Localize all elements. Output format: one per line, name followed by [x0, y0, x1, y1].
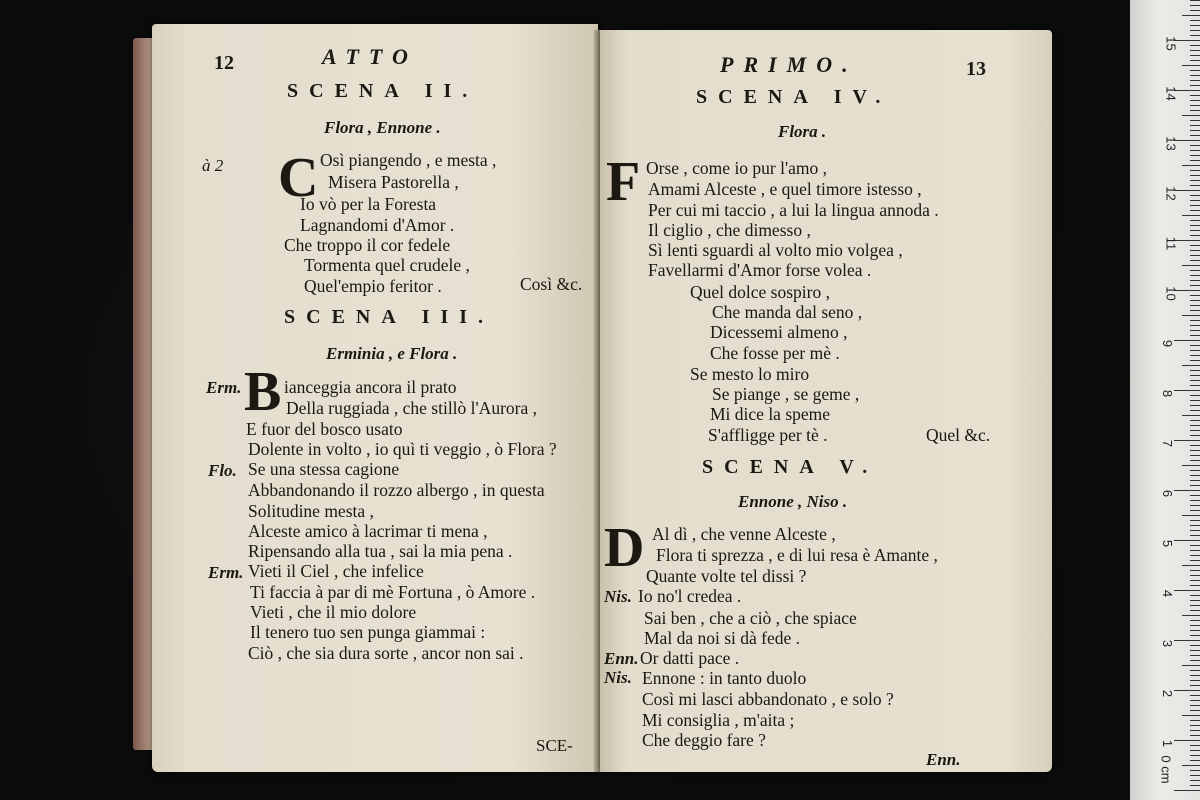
speaker: Erm. [206, 378, 242, 397]
ruler-tick [1190, 195, 1200, 196]
verse-line: Della ruggiada , che stillò l'Aurora , [286, 398, 537, 418]
ruler-tick [1190, 135, 1200, 136]
ruler-tick [1190, 670, 1200, 671]
ruler-tick [1190, 525, 1200, 526]
ruler-tick [1190, 485, 1200, 486]
ruler-tick [1174, 640, 1200, 641]
ruler-tick [1190, 630, 1200, 631]
ruler-tick [1190, 685, 1200, 686]
running-head: ATTO [322, 44, 418, 69]
verse-line: Sai ben , che a ciò , che spiace [644, 608, 857, 628]
verse-line: Alceste amico à lacrimar ti mena , [248, 521, 488, 541]
ruler-tick [1182, 415, 1200, 416]
ruler-tick [1190, 475, 1200, 476]
ruler-tick [1190, 220, 1200, 221]
ruler-tick [1190, 305, 1200, 306]
ruler-tick [1190, 510, 1200, 511]
ruler-tick [1190, 470, 1200, 471]
ruler-tick [1182, 365, 1200, 366]
ruler-tick [1190, 725, 1200, 726]
drop-cap: F [606, 151, 641, 213]
ruler-tick [1190, 230, 1200, 231]
ruler-tick [1190, 130, 1200, 131]
ruler-tick [1190, 550, 1200, 551]
verse-line: Mi consiglia , m'aita ; [642, 710, 795, 730]
ruler-tick [1190, 735, 1200, 736]
verse-line: Amami Alceste , e quel timore istesso , [648, 179, 922, 199]
ruler-tick [1190, 560, 1200, 561]
ruler-tick [1174, 440, 1200, 441]
ruler-tick [1190, 780, 1200, 781]
ruler-tick [1190, 10, 1200, 11]
ruler-tick [1190, 620, 1200, 621]
ruler-tick [1174, 740, 1200, 741]
ruler-number: 12 [1163, 186, 1179, 201]
ruler-tick [1190, 225, 1200, 226]
ruler-number: 10 [1163, 286, 1179, 301]
ruler-tick [1182, 715, 1200, 716]
ruler-tick [1182, 115, 1200, 116]
ruler-number: 13 [1163, 136, 1179, 151]
drop-cap: B [244, 361, 282, 423]
catchword: Enn. [926, 750, 961, 769]
ruler-tick [1190, 80, 1200, 81]
ruler-tick [1190, 320, 1200, 321]
verse-line: Il tenero tuo sen punga giammai : [250, 622, 486, 642]
verse-line: Al dì , che venne Alceste , [652, 524, 836, 544]
ruler-tick [1190, 205, 1200, 206]
drop-cap: C [278, 147, 319, 209]
verse-line: Se mesto lo miro [690, 364, 810, 384]
verse-line: Abbandonando il rozzo albergo , in questa [248, 480, 545, 500]
verse-line: Ti faccia à par di mè Fortuna , ò Amore . [250, 582, 536, 602]
ruler-tick [1190, 120, 1200, 121]
ruler-tick [1190, 750, 1200, 751]
ruler-tick [1190, 775, 1200, 776]
ruler-tick [1190, 730, 1200, 731]
verse-line: Orse , come io pur l'amo , [646, 158, 828, 178]
ruler-tick [1190, 425, 1200, 426]
ruler-tick [1182, 165, 1200, 166]
ruler-tick [1190, 60, 1200, 61]
ruler-number: 7 [1160, 439, 1176, 448]
ruler-tick [1182, 15, 1200, 16]
ruler-tick [1190, 260, 1200, 261]
verse-line: Quel'empio feritor . [304, 276, 442, 296]
ruler-number: 11 [1163, 236, 1179, 251]
ruler-tick [1190, 360, 1200, 361]
ruler-tick [1190, 170, 1200, 171]
page-number: 12 [214, 52, 234, 74]
verse-line: Se una stessa cagione [248, 459, 400, 479]
ruler-tick [1190, 400, 1200, 401]
ruler-number: 3 [1160, 639, 1176, 648]
verse-line: Ciò , che sia dura sorte , ancor non sai . [248, 643, 524, 663]
ruler-number: 9 [1160, 339, 1176, 348]
ruler-tick [1182, 665, 1200, 666]
ruler-tick [1190, 760, 1200, 761]
ruler-tick [1190, 200, 1200, 201]
ruler-tick [1190, 5, 1200, 6]
speaker: Nis. [604, 587, 632, 606]
ruler-tick [1190, 380, 1200, 381]
ruler-tick [1190, 575, 1200, 576]
verse-line: Osì piangendo , e mesta , [320, 150, 497, 170]
ruler-tick [1190, 455, 1200, 456]
speaker: Nis. [604, 668, 632, 687]
verse-line: Mi dice la speme [710, 404, 831, 424]
ruler-number: 5 [1160, 539, 1176, 548]
verse-line: Ennone : in tanto duolo [642, 668, 807, 688]
ruler-tick [1190, 330, 1200, 331]
ruler-number: 6 [1160, 489, 1176, 498]
ruler-tick [1190, 545, 1200, 546]
verse-line: Io vò per la Foresta [300, 194, 437, 214]
verse-line: Sì lenti sguardi al volto mio volgea , [648, 240, 903, 260]
speaker: Erm. [208, 563, 244, 582]
verse-line: Dicessemi almeno , [710, 322, 848, 342]
ruler-tick [1190, 245, 1200, 246]
scene-characters: Flora , Ennone . [324, 118, 441, 137]
ruler-tick [1190, 720, 1200, 721]
scene-characters: Erminia , e Flora . [326, 344, 458, 363]
ruler-tick [1190, 695, 1200, 696]
ruler-tick [1190, 275, 1200, 276]
ruler-tick [1190, 345, 1200, 346]
ruler-tick [1174, 590, 1200, 591]
ruler-tick [1182, 215, 1200, 216]
end-cue: Così &c. [520, 274, 583, 294]
verse-line: Che troppo il cor fedele [284, 235, 451, 255]
ruler-tick [1190, 430, 1200, 431]
verse-line: Mal da noi si dà fede . [644, 628, 800, 648]
ruler-tick [1190, 530, 1200, 531]
ruler-tick [1190, 45, 1200, 46]
scene-title: SCENA V. [702, 456, 879, 478]
verse-line: Quel dolce sospiro , [690, 282, 830, 302]
ruler-tick [1190, 250, 1200, 251]
verse-line: E fuor del bosco usato [246, 419, 403, 439]
ruler-tick [1182, 515, 1200, 516]
ruler-tick [1190, 155, 1200, 156]
ruler-tick [1190, 405, 1200, 406]
ruler-tick [1190, 660, 1200, 661]
ruler-tick [1190, 705, 1200, 706]
verse-line: Solitudine mesta , [248, 501, 374, 521]
ruler-tick [1190, 280, 1200, 281]
ruler-tick [1190, 610, 1200, 611]
ruler-tick [1190, 710, 1200, 711]
scene-characters: Ennone , Niso . [738, 492, 848, 511]
ruler-tick [1190, 335, 1200, 336]
drop-cap: D [604, 517, 645, 579]
ruler-number: 1 [1160, 739, 1176, 748]
ruler-tick [1190, 680, 1200, 681]
ruler-tick [1190, 645, 1200, 646]
verse-line: Lagnandomi d'Amor . [300, 215, 455, 235]
ruler-tick [1190, 625, 1200, 626]
ruler-tick [1190, 450, 1200, 451]
ruler-tick [1190, 595, 1200, 596]
ruler-tick [1190, 235, 1200, 236]
ruler-tick [1190, 105, 1200, 106]
ruler-tick [1190, 0, 1200, 1]
speaker: Flo. [208, 461, 237, 480]
ruler-tick [1190, 535, 1200, 536]
ruler-tick [1174, 490, 1200, 491]
verse-line: Vieti il Ciel , che infelice [248, 561, 424, 581]
verse-line: Io no'l credea . [638, 586, 742, 606]
left-page [152, 24, 598, 772]
ruler-tick [1190, 25, 1200, 26]
speaker: Enn. [604, 649, 639, 668]
ruler-number: 15 [1163, 36, 1179, 51]
running-head: PRIMO. [720, 52, 858, 77]
ruler-unit: 0 cm [1158, 755, 1174, 784]
ruler-number: 4 [1160, 589, 1176, 598]
verse-line: Così mi lasci abbandonato , e solo ? [642, 689, 894, 709]
ruler-tick [1190, 350, 1200, 351]
ruler-tick [1190, 50, 1200, 51]
ruler-tick [1190, 675, 1200, 676]
verse-line: Che deggio fare ? [642, 730, 766, 750]
verse-line: Tormenta quel crudele , [304, 255, 470, 275]
ruler-number: 2 [1160, 689, 1176, 698]
right-page [600, 30, 1052, 772]
ruler-tick [1190, 75, 1200, 76]
ruler-tick [1190, 635, 1200, 636]
ruler-tick [1190, 185, 1200, 186]
ruler-tick [1190, 435, 1200, 436]
ruler-number: 8 [1160, 389, 1176, 398]
ruler-tick [1190, 85, 1200, 86]
ruler-tick [1190, 600, 1200, 601]
ruler-tick [1190, 285, 1200, 286]
scene-title: SCENA IV. [696, 86, 892, 108]
ruler-tick [1190, 110, 1200, 111]
ruler-tick [1190, 125, 1200, 126]
ruler-tick [1190, 100, 1200, 101]
verse-line: Misera Pastorella , [328, 172, 459, 192]
scene-title: SCENA II. [287, 80, 479, 102]
ruler-tick [1182, 65, 1200, 66]
verse-line: Che manda dal seno , [712, 302, 863, 322]
ruler-tick [1190, 650, 1200, 651]
verse-line: Dolente in volto , io quì ti veggio , ò Flora ? [248, 439, 557, 459]
ruler-tick [1190, 55, 1200, 56]
ruler-tick [1190, 755, 1200, 756]
verse-line: S'affligge per tè . [708, 425, 828, 445]
ruler-tick [1190, 355, 1200, 356]
ruler-tick [1174, 790, 1200, 791]
ruler-tick [1190, 445, 1200, 446]
ruler-tick [1190, 700, 1200, 701]
ruler-tick [1190, 655, 1200, 656]
ruler-tick [1190, 375, 1200, 376]
ruler-tick [1182, 565, 1200, 566]
verse-line: Favellarmi d'Amor forse volea . [648, 260, 872, 280]
verse-line: Che fosse per mè . [710, 343, 840, 363]
ruler-tick [1190, 270, 1200, 271]
verse-line: Se piange , se geme , [712, 384, 860, 404]
scene-title: SCENA III. [284, 306, 495, 328]
ruler-tick [1190, 20, 1200, 21]
ruler-tick [1182, 315, 1200, 316]
ruler-tick [1190, 160, 1200, 161]
margin-note: à 2 [202, 156, 224, 175]
ruler-tick [1190, 145, 1200, 146]
ruler-tick [1174, 540, 1200, 541]
ruler-tick [1182, 465, 1200, 466]
ruler-tick [1190, 180, 1200, 181]
ruler-tick [1190, 500, 1200, 501]
ruler-tick [1190, 30, 1200, 31]
verse-line: Vieti , che il mio dolore [250, 602, 417, 622]
ruler-tick [1190, 310, 1200, 311]
ruler-tick [1190, 385, 1200, 386]
ruler-tick [1190, 495, 1200, 496]
ruler-tick [1190, 570, 1200, 571]
ruler-tick [1190, 585, 1200, 586]
ruler-tick [1190, 785, 1200, 786]
verse-line: ianceggia ancora il prato [284, 377, 457, 397]
ruler-tick [1190, 175, 1200, 176]
ruler-number: 14 [1163, 86, 1179, 101]
verse-line: Or datti pace . [640, 648, 740, 668]
ruler-tick [1190, 505, 1200, 506]
ruler-tick [1190, 255, 1200, 256]
scene-characters: Flora . [778, 122, 827, 141]
verse-line: Per cui mi taccio , a lui la lingua annoda . [648, 200, 939, 220]
ruler-tick [1190, 210, 1200, 211]
ruler-tick [1190, 295, 1200, 296]
ruler-tick [1190, 420, 1200, 421]
ruler-tick [1190, 150, 1200, 151]
ruler-tick [1190, 325, 1200, 326]
ruler-tick [1190, 745, 1200, 746]
verse-line: Ripensando alla tua , sai la mia pena . [248, 541, 513, 561]
ruler-tick [1190, 555, 1200, 556]
ruler-tick [1174, 390, 1200, 391]
end-cue: Quel &c. [926, 425, 991, 445]
measuring-ruler [1130, 0, 1200, 800]
ruler-tick [1190, 35, 1200, 36]
ruler-tick [1174, 340, 1200, 341]
ruler-tick [1182, 615, 1200, 616]
ruler-tick [1190, 460, 1200, 461]
page-number: 13 [966, 58, 986, 80]
verse-line: Flora ti sprezza , e di lui resa è Amante , [656, 545, 938, 565]
ruler-tick [1190, 770, 1200, 771]
ruler-tick [1190, 480, 1200, 481]
ruler-tick [1190, 300, 1200, 301]
ruler-tick [1190, 395, 1200, 396]
ruler-tick [1190, 410, 1200, 411]
ruler-tick [1190, 70, 1200, 71]
ruler-tick [1190, 95, 1200, 96]
verse-line: Quante volte tel dissi ? [646, 566, 807, 586]
ruler-tick [1182, 265, 1200, 266]
catchword: SCE- [536, 736, 573, 755]
ruler-tick [1190, 370, 1200, 371]
ruler-tick [1190, 605, 1200, 606]
verse-line: Il ciglio , che dimesso , [648, 220, 811, 240]
ruler-tick [1182, 765, 1200, 766]
ruler-tick [1190, 580, 1200, 581]
ruler-tick [1174, 690, 1200, 691]
ruler-tick [1190, 520, 1200, 521]
